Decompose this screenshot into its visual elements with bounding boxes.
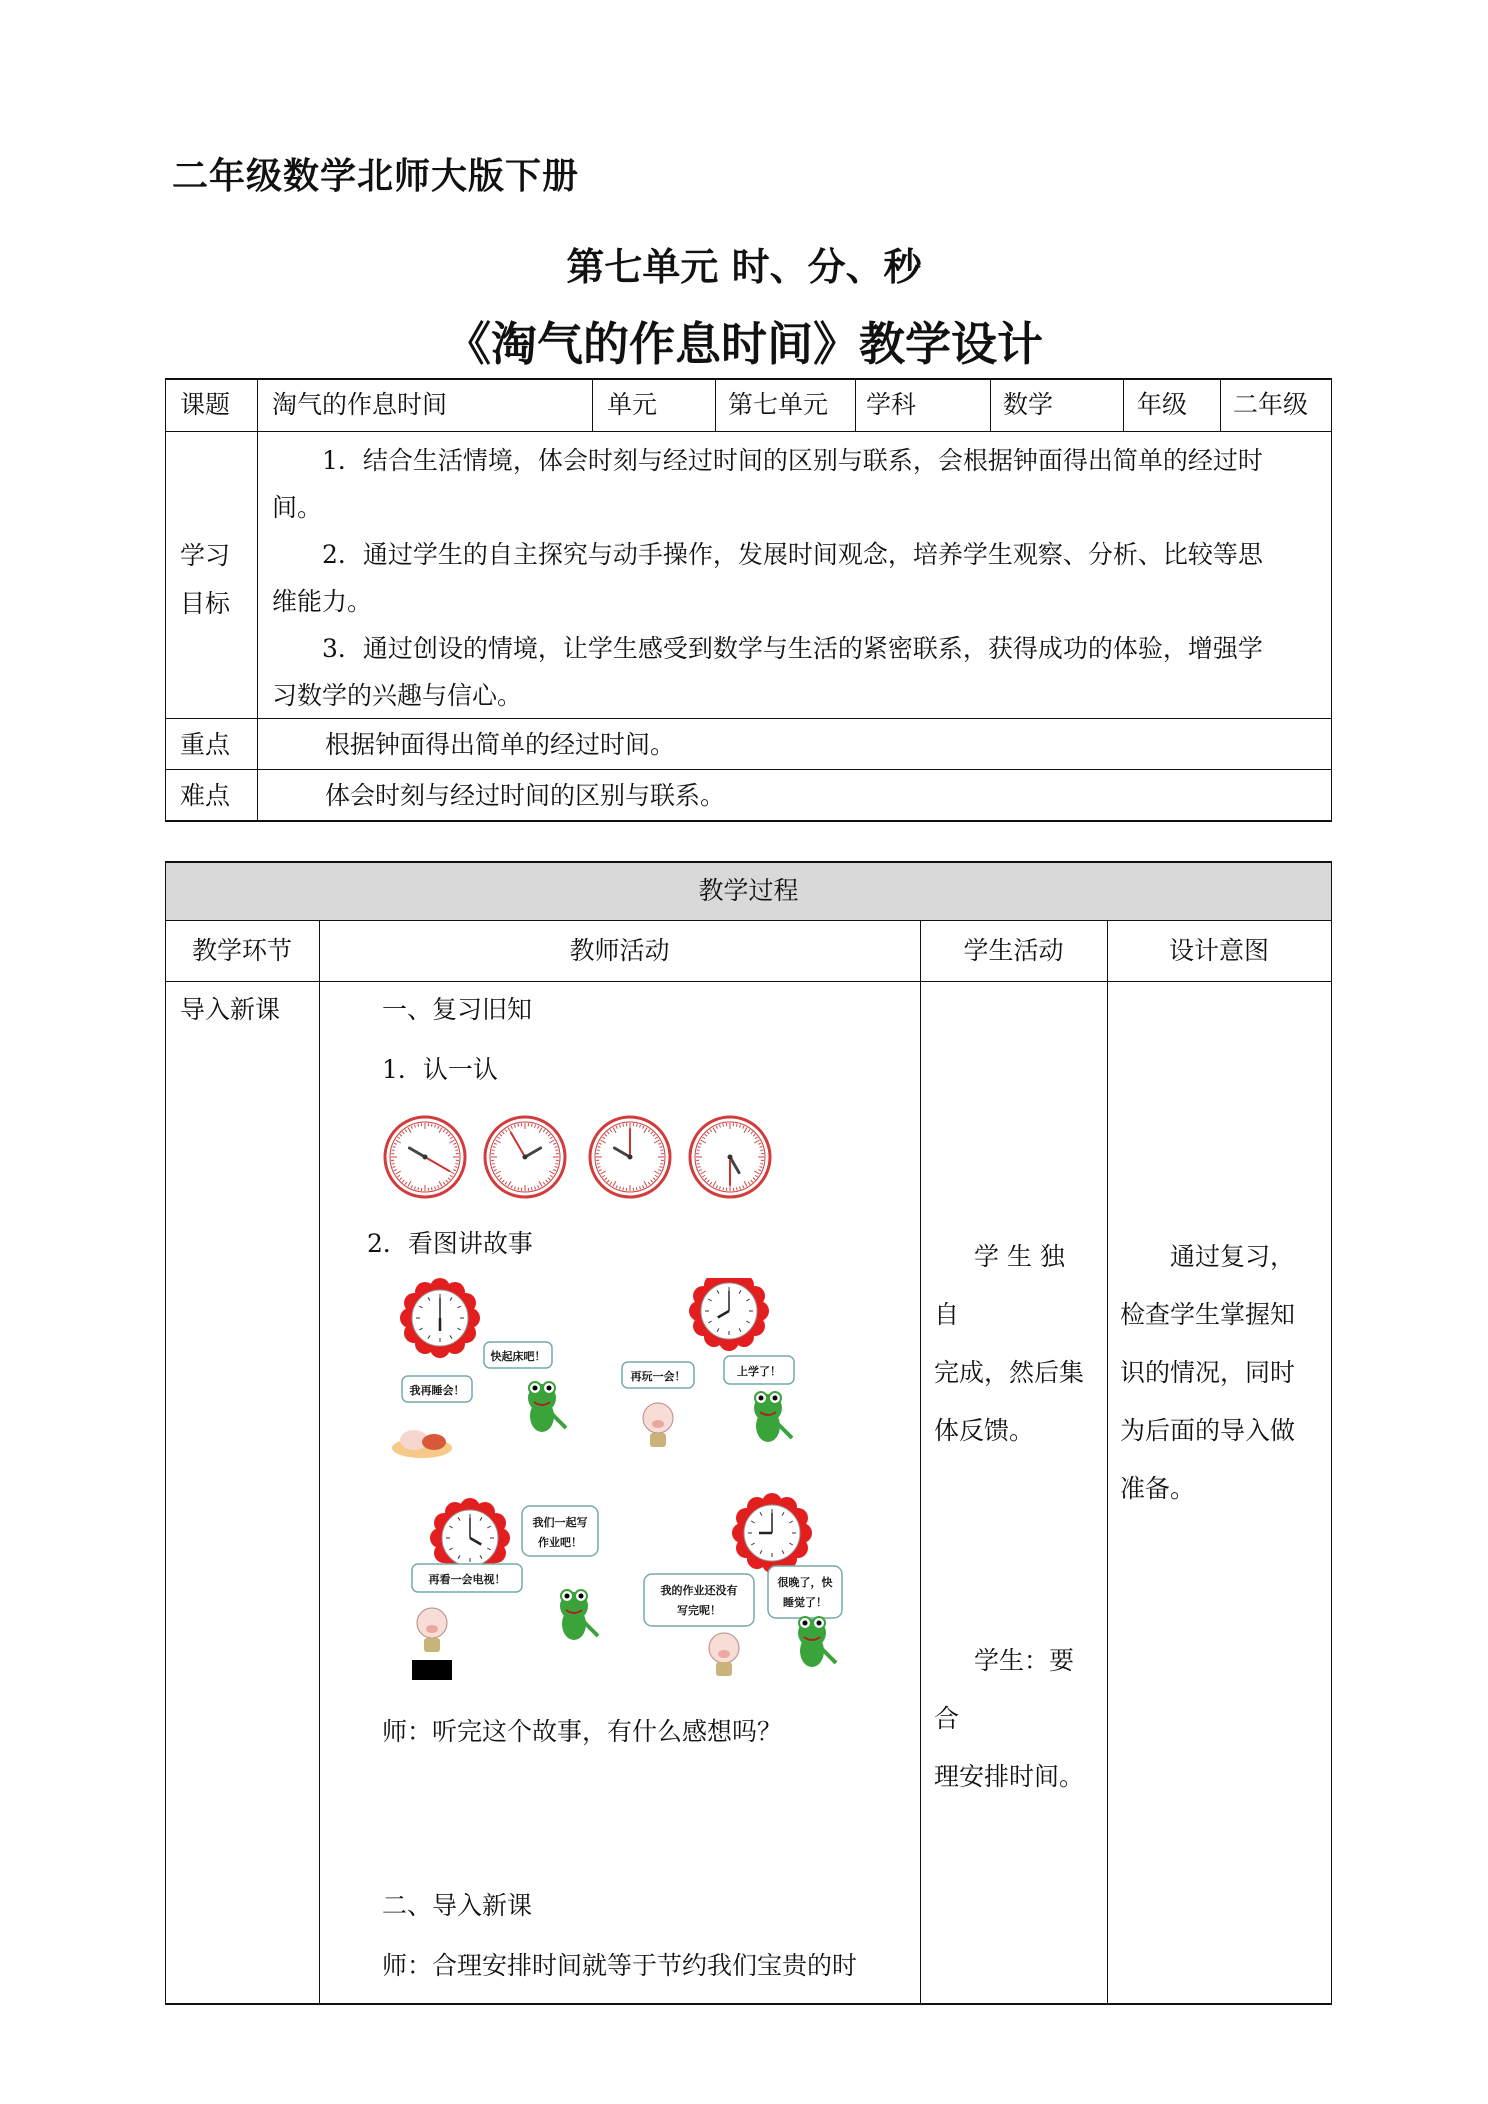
- lesson-title: 《淘气的作息时间》教学设计: [445, 317, 1043, 371]
- bubble-4: 上学了！: [737, 1365, 781, 1378]
- frog-icon: [798, 1617, 836, 1667]
- goal-1a: 1．结合生活情境，体会时刻与经过时间的区别与联系，会根据钟面得出简单的经过时: [322, 446, 1263, 475]
- story-illustration: [372, 1278, 862, 1688]
- clock-icon: [385, 1117, 465, 1197]
- teacher-intro-heading: 二、导入新课: [382, 1891, 533, 1920]
- goal-1b: 间。: [272, 493, 323, 522]
- key-value: 根据钟面得出简单的经过时间。: [325, 730, 676, 759]
- flower-clock-icon: [400, 1278, 480, 1358]
- difficult-label: 难点: [180, 781, 231, 810]
- stage-cell: 导入新课: [180, 995, 281, 1024]
- frog-icon: [528, 1382, 566, 1432]
- grade-value: 二年级: [1233, 390, 1309, 419]
- difficult-value: 体会时刻与经过时间的区别与联系。: [325, 781, 726, 810]
- topic-value: 淘气的作息时间: [272, 390, 448, 419]
- key-label: 重点: [180, 730, 231, 759]
- unit-label: 单元: [607, 390, 658, 419]
- goal-2b: 维能力。: [272, 587, 373, 616]
- goal-3b: 习数学的兴趣与信心。: [272, 681, 523, 710]
- unit-title: 第七单元 时、分、秒: [566, 245, 922, 289]
- student-activity-2: 学生：要合 理安排时间。: [934, 1646, 1085, 1791]
- subject-label: 学科: [866, 390, 917, 419]
- topic-label: 课题: [180, 390, 231, 419]
- bubble-3: 再玩一会！: [630, 1370, 686, 1383]
- bubble-1: 快起床吧！: [490, 1350, 546, 1363]
- process-title: 教学过程: [698, 876, 799, 905]
- bubble-7b: 写完呢！: [677, 1604, 721, 1617]
- book-title: 二年级数学北师大版下册: [172, 156, 580, 197]
- grade-label: 年级: [1137, 390, 1188, 419]
- review-clocks: [380, 1112, 780, 1202]
- design-intent: 通过复习， 检查学生掌握知 识的情况，同时 为后面的导入做 准备。: [1120, 1242, 1296, 1503]
- frog-icon: [754, 1392, 792, 1442]
- frog-icon: [560, 1590, 598, 1640]
- goals-label-1: 学习: [180, 541, 231, 570]
- goals-label-2: 目标: [180, 589, 231, 618]
- sleeping-pig-icon: [392, 1430, 452, 1458]
- bubble-8a: 很晚了，快: [777, 1576, 833, 1589]
- pig-icon: [709, 1633, 739, 1676]
- bubble-5a: 我们一起写: [532, 1516, 588, 1529]
- col-teacher-header: 教师活动: [569, 936, 670, 965]
- pig-icon: [412, 1608, 452, 1680]
- col-stage-header: 教学环节: [191, 936, 292, 965]
- teacher-story: 2．看图讲故事: [367, 1229, 533, 1258]
- col-intent-header: 设计意图: [1168, 936, 1269, 965]
- goal-2a: 2．通过学生的自主探究与动手操作，发展时间观念，培养学生观察、分析、比较等思: [322, 540, 1263, 569]
- pig-icon: [643, 1403, 673, 1447]
- flower-clock-icon: [732, 1493, 812, 1573]
- bubble-2: 我再睡会！: [409, 1384, 465, 1397]
- clock-icon: [690, 1117, 770, 1197]
- student-activity-1: 学 生 独 自 完成，然后集 体反馈。: [934, 1242, 1085, 1445]
- teacher-recognize: 1．认一认: [382, 1055, 498, 1084]
- clock-icon: [485, 1117, 565, 1197]
- bubble-6: 再看一会电视！: [428, 1573, 506, 1586]
- bubble-7a: 我的作业还没有: [660, 1584, 738, 1597]
- bubble-8b: 睡觉了！: [783, 1596, 827, 1609]
- teacher-question: 师：听完这个故事，有什么感想吗？: [382, 1717, 783, 1746]
- clock-icon: [590, 1117, 670, 1197]
- bubble-5b: 作业吧！: [538, 1536, 582, 1549]
- goal-3a: 3．通过创设的情境，让学生感受到数学与生活的紧密联系，获得成功的体验，增强学: [322, 634, 1263, 663]
- flower-clock-icon: [689, 1278, 769, 1351]
- teacher-intro-text: 师：合理安排时间就等于节约我们宝贵的时: [382, 1951, 858, 1980]
- teacher-review: 一、复习旧知: [382, 995, 533, 1024]
- unit-value: 第七单元: [728, 390, 829, 419]
- subject-value: 数学: [1003, 390, 1054, 419]
- col-student-header: 学生活动: [963, 936, 1064, 965]
